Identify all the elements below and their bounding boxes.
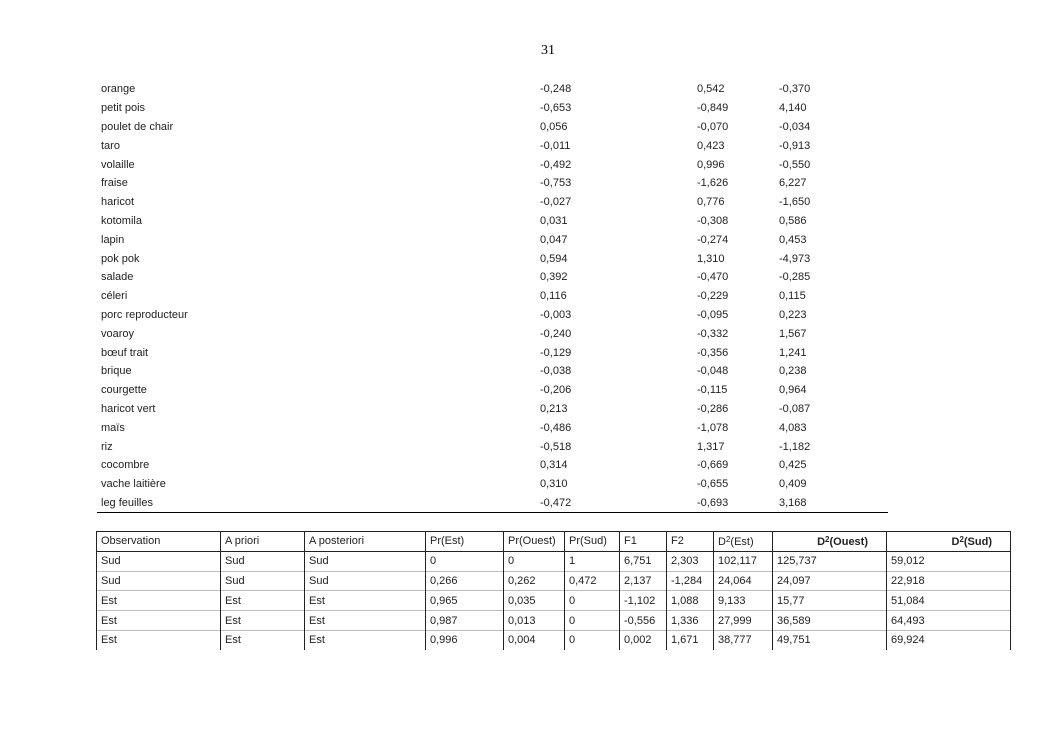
- row-label: salade: [101, 271, 134, 284]
- table-row: [97, 456, 888, 475]
- table-cell: Sud: [221, 551, 305, 571]
- table-cell: -0,693: [693, 494, 775, 513]
- table-cell: 27,999: [714, 611, 773, 631]
- table-row: [97, 249, 888, 268]
- table-row: [97, 287, 888, 306]
- table-cell: 0,031: [540, 214, 568, 227]
- table-cell: -1,182: [779, 440, 811, 453]
- table-cell: -0,285: [779, 271, 811, 284]
- table-row: [97, 212, 888, 231]
- table-cell: 0,013: [504, 611, 565, 631]
- row-label: vache laitière: [101, 478, 166, 491]
- table-cell: Sud: [221, 571, 305, 591]
- table-row: [97, 630, 1011, 649]
- table-cell: 4,140: [779, 102, 807, 115]
- table-cell: -0,518: [540, 440, 572, 453]
- row-label: leg feuilles: [97, 494, 536, 513]
- table-cell: -1,626: [697, 177, 729, 190]
- table-cell: Sud: [97, 551, 221, 571]
- table-cell: 0,035: [504, 591, 565, 611]
- table-cell: Est: [97, 591, 221, 611]
- table-cell: 0,409: [779, 478, 807, 491]
- table-cell: 1,088: [667, 591, 714, 611]
- table-cell: Sud: [97, 571, 221, 591]
- table-cell: 0,392: [540, 271, 568, 284]
- row-label: orange: [101, 83, 136, 96]
- table-cell: -0,370: [779, 83, 811, 96]
- table-cell: 1,310: [697, 252, 725, 265]
- table-row: [97, 611, 1011, 631]
- table-cell: -0,286: [697, 402, 729, 415]
- col-header-pr-ouest: Pr(Ouest): [504, 532, 565, 552]
- table-cell: -0,034: [779, 120, 811, 133]
- table-row: [97, 118, 888, 137]
- table-cell: 0,996: [426, 630, 504, 649]
- table-cell: -0,206: [540, 384, 572, 397]
- factor-scores-table: [97, 80, 888, 513]
- table-cell: 0,223: [779, 308, 807, 321]
- table-row: [97, 475, 888, 494]
- table-cell: -0,332: [697, 327, 729, 340]
- table-cell: 49,751: [773, 630, 887, 649]
- col-header-a-posteriori: A posteriori: [305, 532, 426, 552]
- table-row: [97, 324, 888, 343]
- table-cell: 0,047: [540, 233, 568, 246]
- table-cell: -0,556: [620, 611, 667, 631]
- row-label: bœuf trait: [101, 346, 149, 359]
- row-label: lapin: [101, 233, 125, 246]
- table-header-row: [97, 532, 1011, 552]
- table-row: [97, 230, 888, 249]
- table-cell: 0,116: [540, 290, 567, 303]
- col-header-a-priori: A priori: [221, 532, 305, 552]
- table-cell: 1,336: [667, 611, 714, 631]
- table-cell: -0,070: [697, 120, 729, 133]
- row-label: taro: [101, 139, 120, 152]
- row-label: kotomila: [101, 214, 142, 227]
- table-cell: -0,472: [536, 494, 693, 513]
- table-row: [97, 591, 1011, 611]
- table-row: [97, 80, 888, 99]
- row-label: volaille: [101, 158, 135, 171]
- col-header-pr-est: Pr(Est): [426, 532, 504, 552]
- table-cell: 0,425: [779, 459, 807, 472]
- table-row: [97, 400, 888, 419]
- table-cell: -0,129: [540, 346, 572, 359]
- table-cell: 0,586: [779, 214, 807, 227]
- table-cell: -0,492: [540, 158, 572, 171]
- table-cell: 0: [504, 551, 565, 571]
- table-cell: 0,996: [697, 158, 725, 171]
- table-row: [97, 343, 888, 362]
- table-cell: 0: [565, 591, 620, 611]
- table-cell: 0,262: [504, 571, 565, 591]
- row-label: riz: [101, 440, 113, 453]
- table-cell: 3,168: [775, 494, 888, 513]
- table-row: [97, 268, 888, 287]
- table-cell: 0,238: [779, 365, 807, 378]
- table-row: [97, 571, 1011, 591]
- table-cell: 0,213: [540, 402, 568, 415]
- table-cell: Est: [97, 611, 221, 631]
- classification-table: [96, 531, 1011, 650]
- table-cell: Est: [305, 591, 426, 611]
- col-header-observation: Observation: [97, 532, 221, 552]
- table-cell: 6,227: [779, 177, 807, 190]
- table-cell: 6,751: [620, 551, 667, 571]
- table-cell: 15,77: [773, 591, 887, 611]
- table-cell: -0,308: [697, 214, 729, 227]
- table-cell: 0,310: [540, 478, 568, 491]
- table-cell: -0,550: [779, 158, 811, 171]
- col-header-d2-est: $D^2(Est)$: [714, 532, 773, 552]
- table-row: [97, 494, 888, 513]
- row-label: brique: [101, 365, 132, 378]
- col-header-d2-sud: $D^2(Sud)$: [887, 532, 1011, 552]
- table-cell: 0,542: [697, 83, 725, 96]
- table-cell: -0,274: [697, 233, 729, 246]
- table-cell: Sud: [305, 571, 426, 591]
- table-cell: -0,470: [697, 271, 729, 284]
- table-cell: 0,453: [779, 233, 807, 246]
- table-cell: 0,423: [697, 139, 725, 152]
- row-label: petit pois: [101, 102, 146, 115]
- table-row: [97, 362, 888, 381]
- row-label: maïs: [101, 421, 125, 434]
- table-cell: 38,777: [714, 630, 773, 649]
- table-cell: 1,241: [779, 346, 807, 359]
- table-cell: 59,012: [887, 551, 1011, 571]
- table-cell: 102,117: [714, 551, 773, 571]
- table-cell: -0,486: [540, 421, 572, 434]
- table-cell: -4,973: [779, 252, 811, 265]
- table-cell: -0,849: [697, 102, 729, 115]
- table-row: [97, 437, 888, 456]
- table-cell: 64,493: [887, 611, 1011, 631]
- table-cell: -0,753: [540, 177, 572, 190]
- row-label: poulet de chair: [101, 120, 174, 133]
- row-label: haricot vert: [101, 402, 156, 415]
- table-cell: -0,087: [779, 402, 811, 415]
- row-label: haricot: [101, 196, 135, 209]
- row-label: céleri: [101, 290, 128, 303]
- table-row: [97, 306, 888, 325]
- col-header-f1: F1: [620, 532, 667, 552]
- table-cell: -0,240: [540, 327, 572, 340]
- table-row: [97, 381, 888, 400]
- col-header-pr-sud: Pr(Sud): [565, 532, 620, 552]
- table-cell: -0,048: [697, 365, 729, 378]
- table-cell: 24,064: [714, 571, 773, 591]
- table-cell: -0,655: [697, 478, 729, 491]
- table-row: [97, 174, 888, 193]
- table-row: [97, 193, 888, 212]
- col-header-d2-ouest: $D^2(Ouest)$: [773, 532, 887, 552]
- table-row: [97, 136, 888, 155]
- table-cell: 1,671: [667, 630, 714, 649]
- table-cell: 1,567: [779, 327, 807, 340]
- table-cell: -1,102: [620, 591, 667, 611]
- table-cell: -0,248: [540, 83, 572, 96]
- table-cell: 2,137: [620, 571, 667, 591]
- table-cell: 4,083: [779, 421, 807, 434]
- row-label: pok pok: [101, 252, 140, 265]
- table-cell: 51,084: [887, 591, 1011, 611]
- table-cell: -0,011: [540, 139, 571, 152]
- table-cell: -0,027: [540, 196, 572, 209]
- table-cell: 22,918: [887, 571, 1011, 591]
- table-row: [97, 155, 888, 174]
- row-label: courgette: [101, 384, 147, 397]
- table-cell: 0,987: [426, 611, 504, 631]
- table-cell: 0: [426, 551, 504, 571]
- table-cell: 24,097: [773, 571, 887, 591]
- table-cell: 125,737: [773, 551, 887, 571]
- table-cell: 0,964: [779, 384, 807, 397]
- table-cell: Est: [221, 611, 305, 631]
- table-cell: -0,003: [540, 308, 572, 321]
- table-cell: 0,115: [779, 290, 806, 303]
- table-row: [97, 99, 888, 118]
- col-header-f2: F2: [667, 532, 714, 552]
- table-cell: -0,356: [697, 346, 729, 359]
- table-cell: 0: [565, 611, 620, 631]
- table-cell: Est: [305, 630, 426, 649]
- table-cell: 0,002: [620, 630, 667, 649]
- row-label: porc reproducteur: [101, 308, 188, 321]
- table-cell: -0,653: [540, 102, 572, 115]
- page-number: 31: [541, 43, 555, 58]
- table-cell: 36,589: [773, 611, 887, 631]
- table-cell: Sud: [305, 551, 426, 571]
- table-cell: 1: [565, 551, 620, 571]
- table-cell: -0,095: [697, 308, 729, 321]
- table-cell: 0,266: [426, 571, 504, 591]
- table-cell: Est: [97, 630, 221, 649]
- table-cell: 0: [565, 630, 620, 649]
- table-cell: Est: [305, 611, 426, 631]
- table-cell: -1,078: [697, 421, 729, 434]
- table-cell: -0,229: [697, 290, 729, 303]
- table-cell: 9,133: [714, 591, 773, 611]
- table-cell: -0,669: [697, 459, 729, 472]
- row-label: fraise: [101, 177, 128, 190]
- table-row: [97, 418, 888, 437]
- table-cell: 0,776: [697, 196, 725, 209]
- row-label: cocombre: [101, 459, 150, 472]
- table-cell: 2,303: [667, 551, 714, 571]
- table-cell: -0,913: [779, 139, 811, 152]
- table-cell: 69,924: [887, 630, 1011, 649]
- table-cell: -1,284: [667, 571, 714, 591]
- table-cell: 0,314: [540, 459, 568, 472]
- table-cell: 0,004: [504, 630, 565, 649]
- row-label: voaroy: [101, 327, 135, 340]
- table-cell: 1,317: [697, 440, 725, 453]
- table-row: [97, 551, 1011, 571]
- table-cell: 0,056: [540, 120, 568, 133]
- table-cell: 0,472: [565, 571, 620, 591]
- table-cell: 0,594: [540, 252, 568, 265]
- table-cell: Est: [221, 591, 305, 611]
- table-cell: Est: [221, 630, 305, 649]
- table-cell: 0,965: [426, 591, 504, 611]
- table-cell: -0,038: [540, 365, 572, 378]
- table-cell: -0,115: [697, 384, 728, 397]
- table-cell: -1,650: [779, 196, 811, 209]
